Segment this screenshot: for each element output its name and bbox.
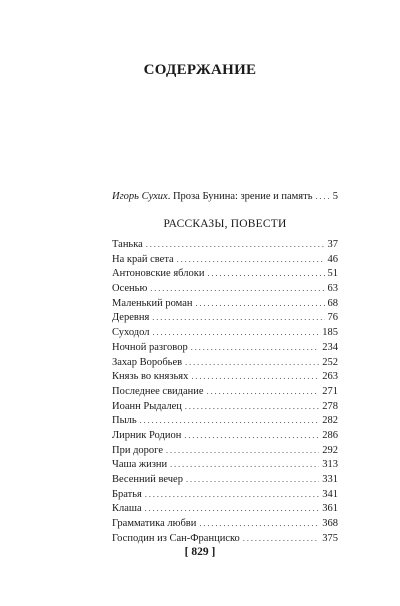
toc-row xyxy=(112,297,338,312)
dot-leader xyxy=(243,532,319,547)
toc-entry-page: 375 xyxy=(322,532,338,544)
toc-entry-title: Князь во князьях xyxy=(112,371,189,383)
toc-entry-title: При дороге xyxy=(112,444,163,456)
toc-entry-title xyxy=(112,190,313,205)
toc-entry-page: 286 xyxy=(322,429,338,441)
dot-leader xyxy=(191,370,319,385)
intro-title: . Проза Бунина: зрение и память xyxy=(167,191,313,202)
dot-leader xyxy=(152,311,324,326)
toc-entry-title: Клаша xyxy=(112,503,142,515)
dot-leader xyxy=(177,253,325,268)
dot-leader xyxy=(185,400,319,415)
toc-entry-title: Ночной разговор xyxy=(112,341,188,353)
toc-row xyxy=(112,356,338,371)
toc-row xyxy=(112,311,338,326)
page-number: [ 829 ] xyxy=(184,546,216,558)
toc-entry-page: 278 xyxy=(322,400,338,412)
toc-list xyxy=(112,238,338,546)
toc-entry-page: 63 xyxy=(327,283,338,295)
toc-entry-title: Маленький роман xyxy=(112,297,193,309)
toc-row xyxy=(112,502,338,517)
toc-entry-title: Господин из Сан-Франциско xyxy=(112,532,240,544)
toc-entry-page: 263 xyxy=(322,371,338,383)
toc-entry-title: Захар Воробьев xyxy=(112,356,183,368)
toc-row xyxy=(112,517,338,532)
toc-row xyxy=(112,326,338,341)
dot-leader xyxy=(196,297,325,312)
toc-entry-page: 313 xyxy=(322,459,338,471)
intro-entry xyxy=(112,190,338,205)
toc-entry-title: На край света xyxy=(112,253,174,265)
dot-leader xyxy=(166,444,319,459)
toc-entry-page: 341 xyxy=(322,488,338,500)
dot-leader xyxy=(146,238,325,253)
toc-entry-page: 76 xyxy=(327,312,338,324)
toc-entry-page: 51 xyxy=(327,268,338,280)
toc-row xyxy=(112,267,338,282)
toc-row xyxy=(112,473,338,488)
toc-row xyxy=(112,414,338,429)
toc-entry-page: 292 xyxy=(322,444,338,456)
toc-entry-title: Лирник Родион xyxy=(112,429,182,441)
toc-entry-page: 68 xyxy=(327,297,338,309)
toc-entry-page: 234 xyxy=(322,341,338,353)
toc-entry-title: Деревня xyxy=(112,312,150,324)
toc-row xyxy=(112,429,338,444)
toc-row xyxy=(112,370,338,385)
dot-leader xyxy=(152,326,319,341)
toc-entry-page: 37 xyxy=(327,239,338,250)
toc-entry-page: 361 xyxy=(322,503,338,515)
toc-entry-title: Осенью xyxy=(112,283,148,295)
toc-row xyxy=(112,253,338,268)
toc-entry-title: Танька xyxy=(112,239,143,250)
toc-entry-page: 185 xyxy=(322,327,338,339)
toc-row xyxy=(112,458,338,473)
toc-entry-page: 368 xyxy=(322,518,338,530)
toc-entry-page: 5 xyxy=(332,191,338,202)
toc-entry-title: Весенний вечер xyxy=(112,474,183,485)
dot-leader xyxy=(199,517,319,532)
dot-leader xyxy=(140,414,320,429)
toc-entry-title: Суходол xyxy=(112,327,150,339)
dot-leader xyxy=(207,385,320,400)
toc-entry-title: Последнее свидание xyxy=(112,385,204,397)
toc-row xyxy=(112,190,338,205)
dot-leader xyxy=(184,429,319,444)
toc-row xyxy=(112,444,338,459)
section-heading: РАССКАЗЫ, ПОВЕСТИ xyxy=(163,218,287,230)
dot-leader xyxy=(207,267,324,282)
toc-row xyxy=(112,400,338,415)
dot-leader xyxy=(191,341,320,356)
toc-row xyxy=(112,488,338,503)
dot-leader xyxy=(150,282,324,297)
toc-entry-page: 271 xyxy=(322,385,338,397)
dot-leader xyxy=(145,502,320,517)
dot-leader xyxy=(186,473,319,488)
intro-author: Игорь Сухих xyxy=(112,191,168,202)
page-title: СОДЕРЖАНИЕ xyxy=(143,62,257,78)
toc-entry-title: Чаша жизни xyxy=(112,459,168,471)
dot-leader xyxy=(185,356,319,371)
toc-entry-title: Грамматика любви xyxy=(112,518,197,530)
toc-row xyxy=(112,532,338,547)
toc-entry-page: 252 xyxy=(322,356,338,368)
toc-entry-page: 46 xyxy=(327,253,338,265)
dot-leader xyxy=(170,458,319,473)
dot-leader xyxy=(316,190,330,205)
toc-entry-page: 331 xyxy=(322,474,338,485)
toc-entry-title: Братья xyxy=(112,488,142,500)
toc-entry-title: Антоновские яблоки xyxy=(112,268,205,280)
toc-entry-title: Иоанн Рыдалец xyxy=(112,400,182,412)
toc-row xyxy=(112,282,338,297)
dot-leader xyxy=(145,488,319,503)
toc-row xyxy=(112,385,338,400)
toc-entry-page: 282 xyxy=(322,415,338,427)
toc-row xyxy=(112,341,338,356)
toc-row xyxy=(112,238,338,253)
toc-entry-title: Пыль xyxy=(112,415,137,427)
